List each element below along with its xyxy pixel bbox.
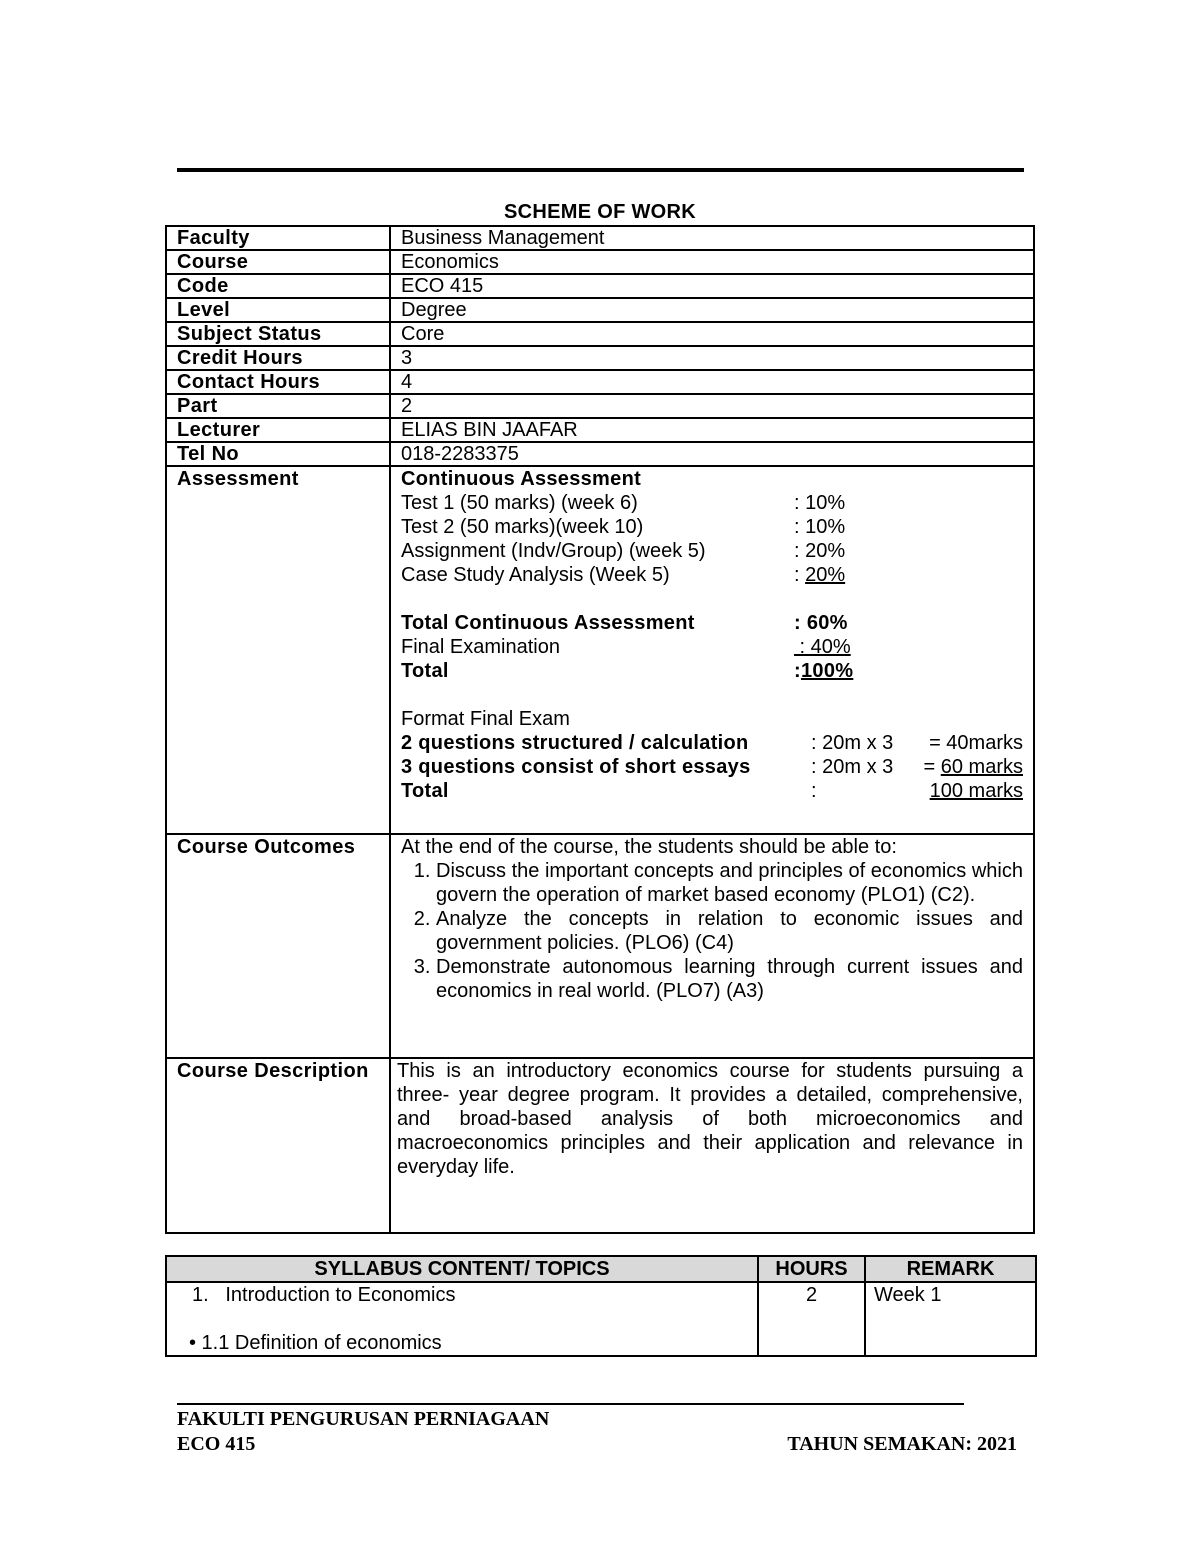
course-info-table	[165, 225, 1035, 1234]
info-row-part	[166, 394, 1034, 418]
outcome-item: 1. Discuss the important concepts and principles of economics which govern the operation of market based economy (PLO1) (C2).	[436, 859, 1023, 907]
info-label: Credit Hours	[166, 346, 390, 370]
info-row-assessment	[166, 466, 1034, 834]
info-label: Course	[166, 250, 390, 274]
syllabus-topic-cell	[166, 1282, 758, 1356]
info-label: Lecturer	[166, 418, 390, 442]
info-row-credit-hours	[166, 346, 1034, 370]
assessment-total: Total :100%	[401, 660, 854, 682]
syllabus-topic: 1. Introduction to Economics	[192, 1284, 456, 1306]
assessment-item: Test 1 (50 marks) (week 6) : 10%	[401, 492, 846, 514]
document-title: SCHEME OF WORK	[504, 201, 696, 223]
syllabus-header-row	[166, 1256, 1036, 1282]
format-row: 2 questions structured / calculation : 20m x 3 = 40marks	[401, 732, 1023, 754]
info-label: Subject Status	[166, 322, 390, 346]
info-row-code	[166, 274, 1034, 298]
outcome-item: 3. Demonstrate autonomous learning through current issues and economics in real world. (PLO7) (A3)	[436, 955, 1023, 1003]
info-row-contact-hours	[166, 370, 1034, 394]
info-value: Economics	[390, 250, 1034, 274]
outcomes-list	[401, 859, 1023, 1003]
info-label: Code	[166, 274, 390, 298]
format-row: Total : 100 marks	[401, 780, 1023, 802]
info-label: Faculty	[166, 226, 390, 250]
table-row	[166, 1282, 1036, 1356]
info-label: Contact Hours	[166, 370, 390, 394]
assessment-content	[390, 466, 1034, 834]
info-row-course	[166, 250, 1034, 274]
outcome-item: 2. Analyze the concepts in relation to economic issues and government policies. (PLO6) (C4)	[436, 907, 1023, 955]
info-label: Assessment	[166, 466, 390, 834]
info-row-course-description	[166, 1058, 1034, 1233]
header-rule	[177, 168, 1024, 172]
info-row-subject-status	[166, 322, 1034, 346]
syllabus-table	[165, 1255, 1037, 1357]
info-label: Part	[166, 394, 390, 418]
info-label: Tel No	[166, 442, 390, 466]
info-row-course-outcomes	[166, 834, 1034, 1058]
assessment-heading: Continuous Assessment	[401, 468, 642, 490]
syllabus-header-remark: REMARK	[865, 1256, 1036, 1282]
total-continuous-assessment: Total Continuous Assessment : 60%	[401, 612, 848, 634]
outcomes-intro: At the end of the course, the students should be able to:	[401, 836, 897, 858]
syllabus-header-topics: SYLLABUS CONTENT/ TOPICS	[166, 1256, 758, 1282]
footer-revision-year: TAHUN SEMAKAN: 2021	[787, 1433, 1017, 1455]
syllabus-hours: 2	[758, 1282, 865, 1356]
assessment-item: Assignment (Indv/Group) (week 5) : 20%	[401, 540, 846, 562]
info-label: Course Description	[166, 1058, 390, 1233]
info-value: 3	[390, 346, 1034, 370]
info-value: ECO 415	[390, 274, 1034, 298]
info-value: ELIAS BIN JAAFAR	[390, 418, 1034, 442]
info-row-lecturer	[166, 418, 1034, 442]
info-value: 4	[390, 370, 1034, 394]
footer-course-code: ECO 415	[177, 1433, 256, 1455]
footer-faculty: FAKULTI PENGURUSAN PERNIAGAAN	[177, 1408, 550, 1430]
info-value: 2	[390, 394, 1034, 418]
info-value: Business Management	[390, 226, 1034, 250]
outcomes-content	[390, 834, 1034, 1058]
course-description-text: This is an introductory economics course for students pursuing a three- year degree program. It provides a detailed, comprehensive, and broad-based analysis of both microeconomics and macroeconomics principles and their application and relevance in everyday life.	[397, 1060, 1023, 1178]
info-row-faculty	[166, 226, 1034, 250]
info-value: Core	[390, 322, 1034, 346]
assessment-item: Case Study Analysis (Week 5) : 20%	[401, 564, 846, 586]
info-value: 018-2283375	[390, 442, 1034, 466]
info-row-tel-no	[166, 442, 1034, 466]
info-value: Degree	[390, 298, 1034, 322]
syllabus-header-hours: HOURS	[758, 1256, 865, 1282]
syllabus-remark: Week 1	[865, 1282, 1036, 1356]
info-row-level	[166, 298, 1034, 322]
footer-line-2	[177, 1433, 1017, 1456]
final-examination: Final Examination : 40%	[401, 636, 851, 658]
format-heading: Format Final Exam	[401, 708, 570, 730]
syllabus-subtopic: • 1.1 Definition of economics	[189, 1332, 442, 1354]
footer-rule	[177, 1403, 964, 1405]
assessment-item: Test 2 (50 marks)(week 10) : 10%	[401, 516, 846, 538]
format-row: 3 questions consist of short essays : 20m x 3 = 60 marks	[401, 756, 1023, 778]
info-label: Level	[166, 298, 390, 322]
info-label: Course Outcomes	[166, 834, 390, 1058]
